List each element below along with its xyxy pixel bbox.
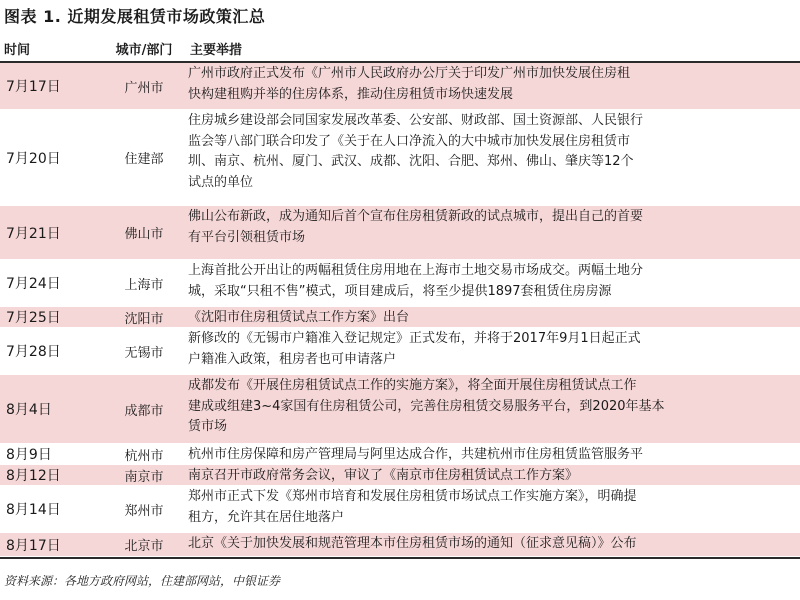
measure-line: 郑州市正式下发《郑州市培育和发展住房租赁市场试点工作实施方案》，明确提 bbox=[188, 489, 637, 504]
policy-table bbox=[0, 36, 800, 559]
row-measure bbox=[186, 63, 800, 109]
row-measure bbox=[186, 307, 800, 327]
row-date: 8月9日 bbox=[6, 447, 52, 463]
table-bottom-rule bbox=[0, 557, 800, 559]
row-city: 郑州市 bbox=[124, 503, 164, 519]
row-city: 成都市 bbox=[124, 403, 164, 419]
row-date: 8月12日 bbox=[6, 468, 61, 484]
measure-line: 圳、南京、杭州、厦门、武汉、成都、沈阳、合肥、郑州、佛山、肇庆等12个 bbox=[188, 154, 634, 169]
table-header bbox=[0, 36, 800, 63]
row-city: 沈阳市 bbox=[124, 311, 164, 327]
row-measure bbox=[186, 206, 800, 259]
header-time: 时间 bbox=[4, 43, 31, 58]
row-date: 8月4日 bbox=[6, 402, 52, 418]
row-city: 北京市 bbox=[124, 539, 164, 554]
measure-line: 上海首批公开出让的两幅租赁住房用地在上海市土地交易市场成交。两幅土地分 bbox=[188, 263, 644, 278]
table-row bbox=[0, 375, 800, 444]
row-city: 上海市 bbox=[124, 277, 164, 293]
row-date: 8月17日 bbox=[6, 537, 61, 554]
table-row bbox=[0, 206, 800, 260]
measure-line: 建成或组建3~4家国有住房租赁公司，完善住房租赁交易服务平台，到2020年基本 bbox=[188, 398, 665, 414]
measure-line: 户籍准入政策，租房者也可申请落户 bbox=[188, 351, 397, 367]
measure-line: 租方，允许其在居住地落户 bbox=[188, 509, 345, 525]
measure-line: 南京召开市政府常务会议，审议了《南京市住房租赁试点工作方案》 bbox=[188, 468, 579, 483]
measure-line: 成都发布《开展住房租赁试点工作的实施方案》，将全面开展住房租赁试点工作 bbox=[188, 378, 637, 393]
measure-line: 佛山公布新政，成为通知后首个宣布住房租赁新政的试点城市，提出自己的首要 bbox=[188, 209, 644, 224]
table-row bbox=[0, 328, 800, 375]
table-row bbox=[0, 110, 800, 206]
row-date: 7月24日 bbox=[6, 276, 61, 292]
measure-line: 广州市政府正式发布《广州市人民政府办公厅关于印发广州市加快发展住房租 bbox=[188, 66, 631, 81]
row-measure bbox=[186, 110, 800, 205]
measure-line: 快构建租购并举的住房体系，推动住房租赁市场快速发展 bbox=[188, 86, 514, 102]
header-city: 城市/部门 bbox=[115, 43, 173, 58]
row-date: 7月21日 bbox=[6, 225, 61, 242]
figure-title: 图表 1. 近期发展租赁市场政策汇总 bbox=[4, 7, 266, 26]
table-row bbox=[0, 444, 800, 465]
row-city: 佛山市 bbox=[124, 227, 164, 242]
measure-line: 监会等八部门联合印发了《关于在人口净流入的大中城市加快发展住房租赁市 bbox=[188, 133, 631, 149]
measure-line: 住房城乡建设部会同国家发展改革委、公安部、财政部、国土资源部、人民银行 bbox=[188, 113, 644, 128]
row-city: 南京市 bbox=[124, 469, 164, 485]
table-body bbox=[0, 63, 800, 557]
measure-line: 《沈阳市住房租赁试点工作方案》出台 bbox=[188, 310, 410, 325]
row-measure bbox=[186, 444, 800, 464]
row-city: 住建部 bbox=[124, 152, 164, 167]
row-measure bbox=[186, 465, 800, 485]
table-row bbox=[0, 307, 800, 328]
measure-line: 杭州市住房保障和房产管理局与阿里达成合作，共建杭州市住房租赁监管服务平 bbox=[188, 447, 644, 462]
row-measure bbox=[186, 375, 800, 443]
table-row bbox=[0, 533, 800, 557]
measure-line: 新修改的《无锡市户籍准入登记规定》正式发布，并将于2017年9月1日起正式 bbox=[188, 331, 641, 346]
row-measure bbox=[186, 486, 800, 532]
table-row bbox=[0, 486, 800, 533]
row-date: 8月14日 bbox=[6, 502, 61, 518]
row-date: 7月28日 bbox=[6, 344, 61, 360]
row-measure bbox=[186, 533, 800, 556]
row-city: 杭州市 bbox=[124, 448, 164, 464]
row-measure bbox=[186, 328, 800, 374]
table-row bbox=[0, 465, 800, 486]
row-city: 无锡市 bbox=[124, 345, 164, 361]
row-date: 7月20日 bbox=[6, 150, 61, 167]
row-date: 7月25日 bbox=[6, 310, 61, 326]
row-measure bbox=[186, 260, 800, 306]
row-city: 广州市 bbox=[124, 80, 164, 96]
row-date: 7月17日 bbox=[6, 79, 61, 95]
table-row bbox=[0, 63, 800, 110]
header-measure: 主要举措 bbox=[190, 43, 243, 58]
measure-line: 赁市场 bbox=[188, 419, 228, 434]
table-row bbox=[0, 260, 800, 307]
measure-line: 北京《关于加快发展和规范管理本市住房租赁市场的通知（征求意见稿）》公布 bbox=[188, 536, 637, 551]
source-note: 资料来源：各地方政府网站，住建部网站，中银证券 bbox=[4, 574, 281, 588]
measure-line: 试点的单位 bbox=[188, 174, 254, 190]
measure-line: 有平台引领租赁市场 bbox=[188, 229, 306, 245]
measure-line: 城，采取“只租不售”模式，项目建成后，将至少提供1897套租赁住房房源 bbox=[188, 283, 612, 299]
